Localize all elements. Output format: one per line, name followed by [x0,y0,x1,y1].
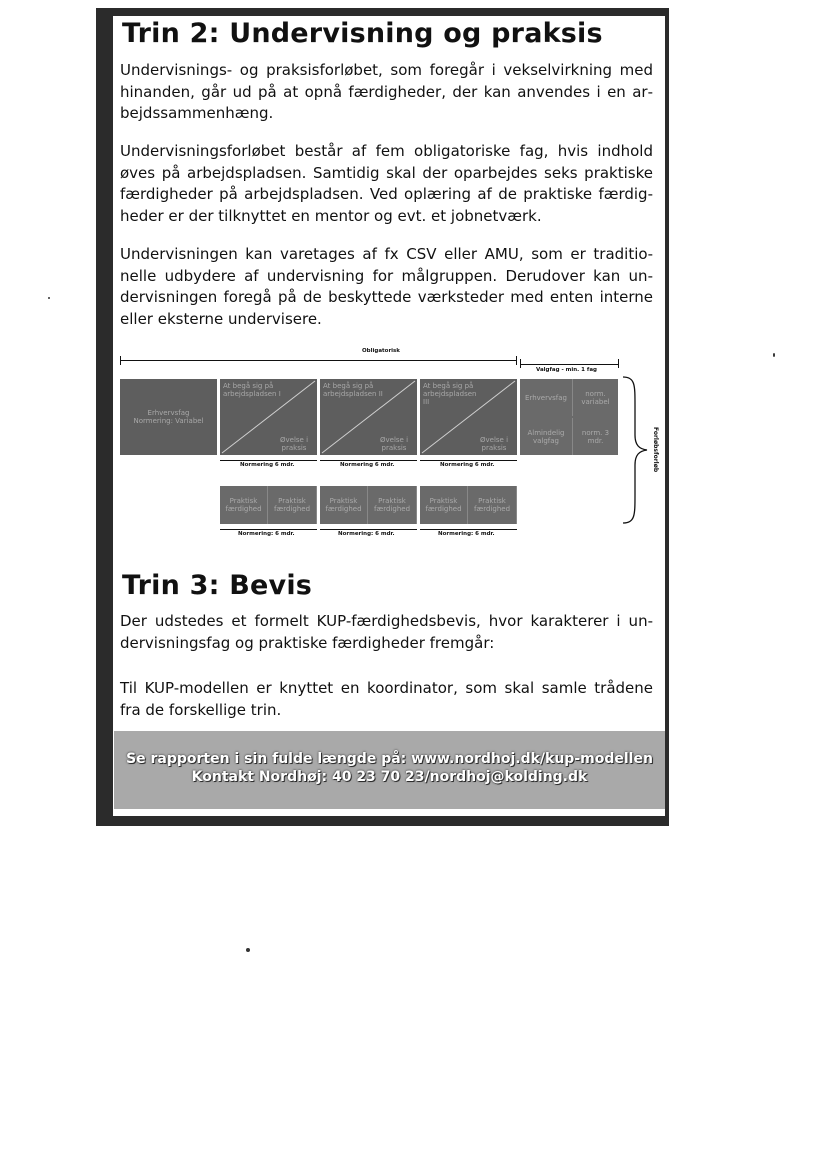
block-3 [420,379,517,455]
erhvervsfag-norm: Normering: Variabel [133,417,204,425]
scan-speck [246,948,250,952]
practice-cell: Praktisk færdighed [420,486,468,524]
block-3-bottom: Øvelse i praksis [479,436,509,452]
norm-bracket [320,529,417,530]
trin2-paragraph-2: Undervisningsforløbet består af fem obligatoriske fag, hvis indhold øves på arbejdspladsen. Samtidig skal der oparbejdes seks praktiske færdigheder på arbejdspladsen. Ved oplæring af de praktiske færdigheder er der tilknyttet en mentor og evt. et jobnetværk. [120,142,653,225]
block-2 [320,379,417,455]
trin2-paragraph-3: Undervisningen kan varetages af fx CSV eller AMU, som er traditionelle udbydere af undervisning for målgruppen. Derudover kan undervisningen foregå på de beskyttede værksteder med enten interne eller eksterne undervisere. [120,245,653,328]
valgfag-label: Valgfag - min. 1 fag [536,367,597,373]
scan-speck [773,353,775,357]
banner-contact-line: Kontakt Nordhøj: 40 23 70 23/nordhoj@kolding.dk [191,769,588,785]
norm-bracket [420,529,517,530]
trin3-paragraph-2: Til KUP-modellen er knyttet en koordinator, som skal samle trådene fra de forskellige trin. [120,679,653,719]
scan-speck [48,297,50,299]
block-1 [220,379,317,455]
side-label: Forløbsforløb [652,427,659,473]
valgfag-cell: Almindelig valgfag [520,418,573,455]
norm-bracket [220,529,317,530]
block-3-norm: Normering 6 mdr. [440,462,495,468]
practice-cell: Praktisk færdighed [320,486,368,524]
bracket-tick [520,359,521,368]
block-1-bottom: Øvelse i praksis [279,436,309,452]
practice-3-norm: Normering: 6 mdr. [438,531,495,537]
practice-2-norm: Normering: 6 mdr. [338,531,395,537]
erhvervsfag-label: Erhvervsfag [147,409,190,417]
curly-brace [621,375,651,525]
bracket-tick [618,359,619,368]
education-diagram [116,345,666,545]
erhvervsfag-box [120,379,217,455]
obligatorisk-bracket [120,360,516,361]
block-1-norm: Normering 6 mdr. [240,462,295,468]
trin3-paragraph-1: Der udstedes et formelt KUP-færdighedsbevis, hvor karakterer i undervisningsfag og praktiske færdigheder fremgår: [120,612,653,652]
trin2-heading: Trin 2: Undervisning og praksis [122,18,603,49]
valgfag-bracket [520,364,618,365]
practice-cell: Praktisk færdighed [368,486,417,524]
block-2-top: At begå sig på arbejdspladsen II [323,382,383,398]
practice-cell: Praktisk færdighed [268,486,317,524]
obligatorisk-label: Obligatorisk [362,348,400,354]
valgfag-cell: norm. 3 mdr. [573,418,618,455]
footer-banner [114,731,665,809]
bracket-tick [120,356,121,365]
valgfag-cell: Erhvervsfag [520,379,573,416]
block-1-top: At begå sig på arbejdspladsen I [223,382,281,398]
banner-report-line: Se rapporten i sin fulde længde på: www.nordhoj.dk/kup-modellen [126,751,653,767]
practice-cell: Praktisk færdighed [468,486,517,524]
valgfag-grid [520,379,618,455]
valgfag-cell: norm. variabel [573,379,618,416]
norm-bracket [420,460,517,461]
practice-cell: Praktisk færdighed [220,486,268,524]
block-3-top: At begå sig på arbejdspladsen III [423,382,477,406]
norm-bracket [320,460,417,461]
practice-1-norm: Normering: 6 mdr. [238,531,295,537]
block-2-bottom: Øvelse i praksis [379,436,409,452]
trin3-heading: Trin 3: Bevis [122,570,313,601]
block-2-norm: Normering 6 mdr. [340,462,395,468]
norm-bracket [220,460,317,461]
bracket-tick [516,356,517,365]
trin2-paragraph-1: Undervisnings- og praksisforløbet, som foregår i vekselvirkning med hinanden, går ud på at opnå færdigheder, der kan anvendes i en arbejdssammenhæng. [120,61,653,122]
